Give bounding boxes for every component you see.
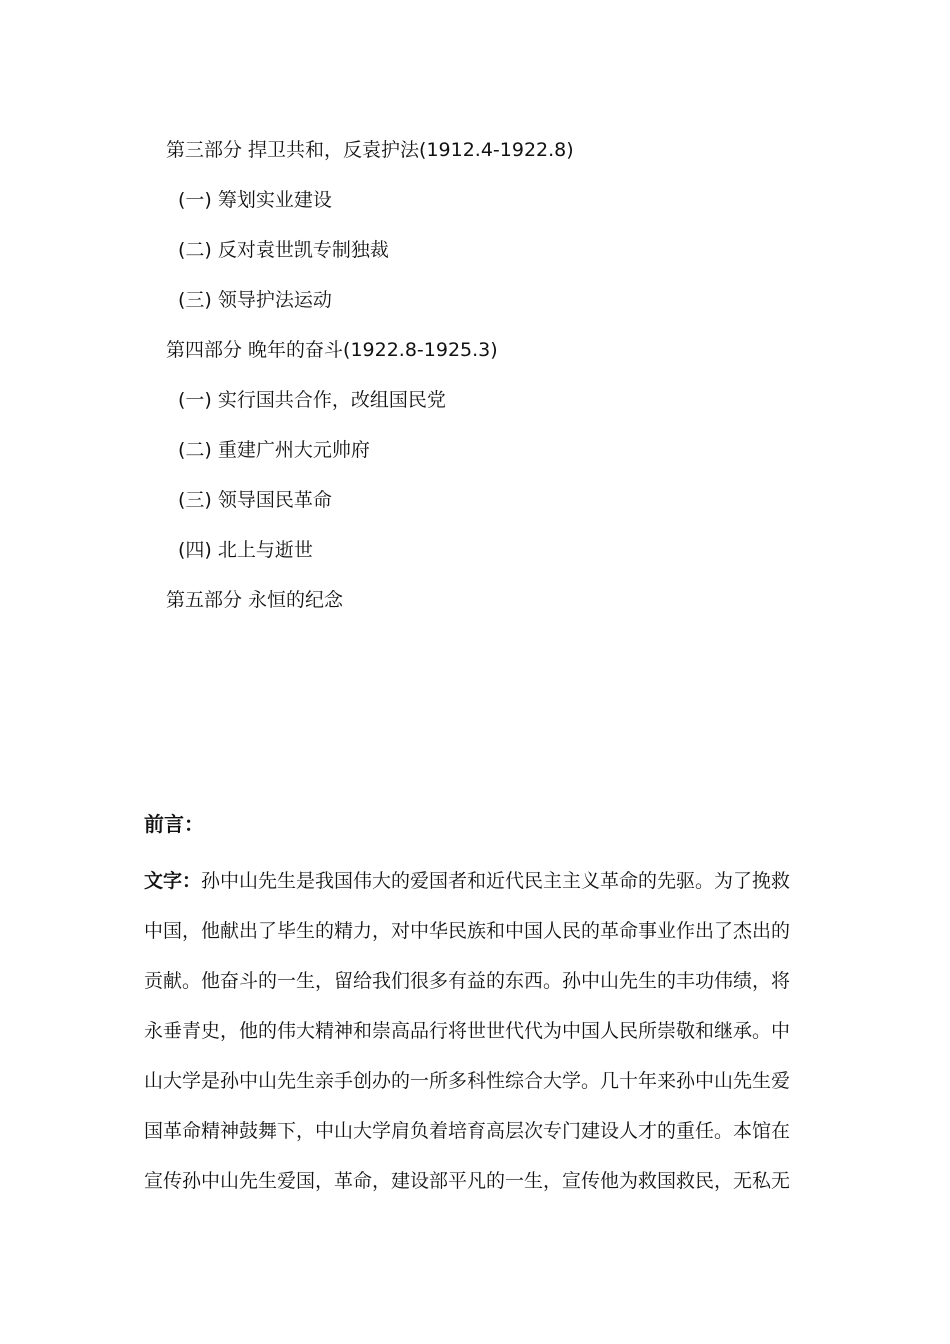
preface-heading: 前言： <box>144 812 204 836</box>
toc-item: (三) 领导护法运动 <box>178 289 332 311</box>
paragraph-line: 国革命精神鼓舞下，中山大学肩负着培育高层次专门建设人才的重任。本馆在 <box>144 1120 791 1142</box>
paragraph-line: 山大学是孙中山先生亲手创办的一所多科性综合大学。几十年来孙中山先生爱 <box>144 1070 791 1092</box>
paragraph-line: 中国，他献出了毕生的精力，对中华民族和中国人民的革命事业作出了杰出的 <box>144 920 791 942</box>
toc-part-5: 第五部分 永恒的纪念 <box>166 589 344 611</box>
paragraph-line: 永垂青史，他的伟大精神和崇高品行将世世代代为中国人民所崇敬和继承。中 <box>144 1020 791 1042</box>
toc-item: (四) 北上与逝世 <box>178 539 313 561</box>
paragraph-text: 孙中山先生是我国伟大的爱国者和近代民主主义革命的先驱。为了挽救 <box>201 870 791 892</box>
paragraph-line <box>144 856 804 906</box>
toc-item: (二) 重建广州大元帅府 <box>178 439 370 461</box>
toc-item: (二) 反对袁世凯专制独裁 <box>178 239 389 261</box>
toc-item: (一) 实行国共合作，改组国民党 <box>178 389 446 411</box>
text-label: 文字： <box>144 870 202 892</box>
toc-part-3: 第三部分 捍卫共和，反袁护法(1912.4-1922.8) <box>166 139 574 161</box>
paragraph-line: 贡献。他奋斗的一生，留给我们很多有益的东西。孙中山先生的丰功伟绩，将 <box>144 970 791 992</box>
toc-part-4: 第四部分 晚年的奋斗(1922.8-1925.3) <box>166 339 498 361</box>
toc-item: (一) 筹划实业建设 <box>178 189 332 211</box>
preface-paragraph <box>144 856 804 1206</box>
table-of-contents <box>166 135 806 635</box>
preface-section <box>144 806 804 1206</box>
paragraph-line: 宣传孙中山先生爱国，革命，建设部平凡的一生，宣传他为救国救民，无私无 <box>144 1170 791 1192</box>
toc-item: (三) 领导国民革命 <box>178 489 332 511</box>
